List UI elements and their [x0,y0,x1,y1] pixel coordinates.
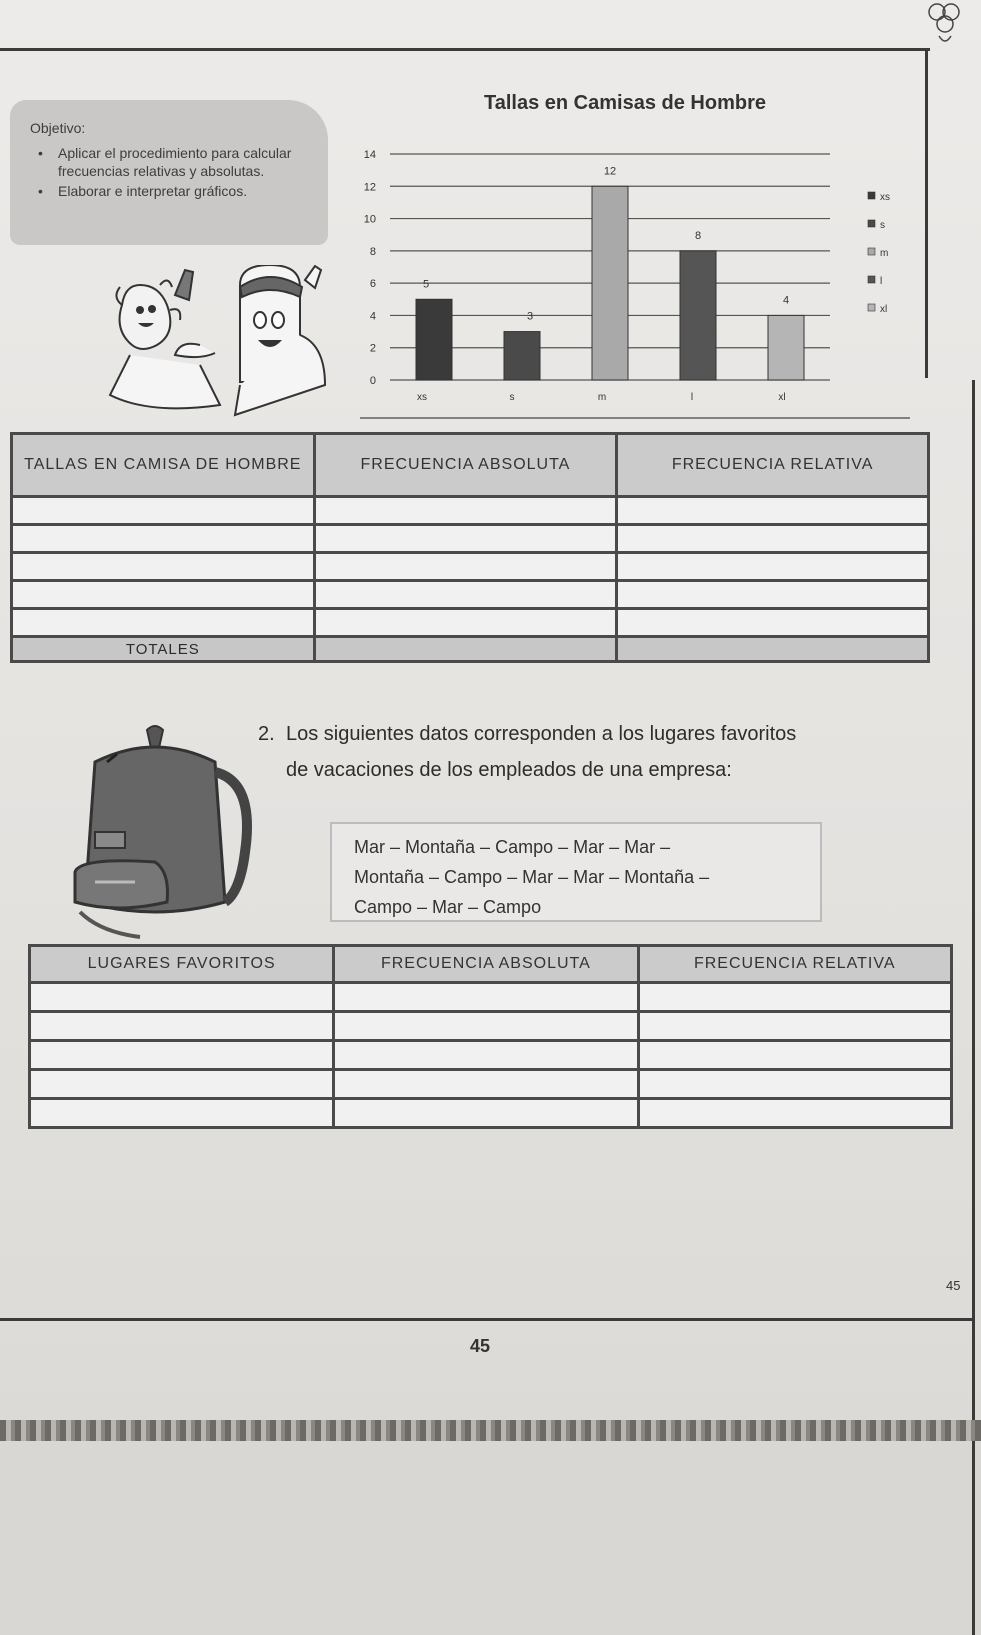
table-cell[interactable] [30,1070,334,1099]
data-label: 12 [603,165,617,178]
totals-label: TOTALES [12,637,315,662]
table-header: TALLAS EN CAMISA DE HOMBRE [12,434,315,497]
table-row [12,525,929,553]
x-tick-label: l [690,392,694,403]
table-row [30,1012,952,1041]
legend-swatch [868,220,875,227]
y-tick-label: 0 [369,375,376,387]
question-2 [258,716,818,788]
table-row [12,497,929,525]
y-tick-label: 12 [363,181,376,194]
table-cell[interactable] [638,1099,952,1128]
bar [592,186,628,380]
table-cell[interactable] [30,1012,334,1041]
table-header: FRECUENCIA ABSOLUTA [314,434,617,497]
table-cell[interactable] [12,553,315,581]
table-row [30,1041,952,1070]
table-cell[interactable] [617,525,929,553]
table-row [30,1099,952,1128]
table-row [12,581,929,609]
table-cell[interactable] [334,1070,638,1099]
table-cell[interactable] [12,525,315,553]
legend-swatch [868,192,875,199]
table-row [12,609,929,637]
table-cell[interactable] [12,497,315,525]
table-row [12,553,929,581]
page-number-handwritten: 45 [946,1278,961,1293]
y-tick-label: 2 [369,342,376,355]
table-cell[interactable] [314,553,617,581]
legend-swatch [868,304,875,311]
legend-label: s [880,220,885,231]
corner-doodle [915,0,975,50]
table-header: FRECUENCIA RELATIVA [638,946,952,983]
legend-swatch [868,248,875,255]
legend-label: xs [880,192,890,203]
table-cell[interactable] [12,581,315,609]
legend-label: m [880,248,889,259]
table-cell[interactable] [334,983,638,1012]
table-cell[interactable] [617,553,929,581]
y-tick-label: 4 [369,310,376,323]
x-tick-label: s [509,392,515,403]
y-tick-label: 6 [369,278,376,291]
objective-item: • Elaborar e interpretar gráficos. [30,182,325,200]
table-cell[interactable] [617,581,929,609]
bar [680,251,716,380]
table-cell[interactable] [314,497,617,525]
table-cell[interactable] [638,1012,952,1041]
bar [504,332,540,380]
table-cell[interactable] [314,581,617,609]
table-cell[interactable] [12,609,315,637]
backpack-illustration [55,722,265,947]
legend-label: l [880,276,883,287]
table-header: LUGARES FAVORITOS [30,946,334,983]
vacation-data-box [330,822,822,922]
question-number: 2. [258,723,275,745]
table-header-row [30,946,952,983]
data-line: Mar – Montaña – Campo – Mar – Mar – [354,837,671,857]
x-tick-label: m [597,392,607,403]
table-cell[interactable] [617,497,929,525]
table-cell[interactable] [30,1041,334,1070]
data-line: Montaña – Campo – Mar – Mar – Montaña – [354,867,710,887]
legend-label: xl [880,304,888,315]
objective-title: Objetivo: [30,120,86,136]
data-label: 8 [694,229,702,242]
table-cell[interactable] [617,609,929,637]
data-label: 4 [782,294,790,307]
favorite-places-table [28,944,953,1129]
x-tick-label: xs [417,392,427,403]
table-row [30,1070,952,1099]
page-bottom-border [0,1318,975,1321]
cartoon-characters-illustration [100,265,330,420]
y-tick-label: 10 [363,213,376,226]
y-tick-label: 8 [369,245,376,258]
page-border-right [925,48,928,378]
page-border-top [0,48,930,51]
objective-bubble [10,100,328,245]
chart-title: Tallas en Camisas de Hombre [484,92,766,114]
x-tick-label: xl [778,392,786,403]
data-label: 3 [526,310,534,323]
y-tick-label: 14 [363,149,376,161]
table-cell[interactable] [334,1041,638,1070]
table-cell[interactable] [638,1041,952,1070]
table-cell[interactable] [334,1099,638,1128]
table-cell[interactable] [314,609,617,637]
sizes-frequency-table [10,432,930,663]
data-line: Campo – Mar – Campo [354,897,542,917]
table-header-row [12,434,929,497]
table-cell[interactable] [30,1099,334,1128]
table-cell[interactable] [638,983,952,1012]
legend-swatch [868,276,875,283]
table-header: FRECUENCIA RELATIVA [617,434,929,497]
bar [768,315,804,380]
question-text: Los siguientes datos corresponden a los lugares favoritos de vacaciones de los empleados de una empresa: [286,723,797,781]
page-number: 45 [470,1336,491,1356]
bar [416,299,452,380]
objective-item: • Aplicar el procedimiento para calcular frecuencias relativas y absolutas. [30,144,325,180]
bar-chart [350,128,920,423]
table-header: FRECUENCIA ABSOLUTA [334,946,638,983]
table-cell[interactable] [617,637,929,662]
table-cell[interactable] [30,983,334,1012]
objective-list [30,144,325,202]
data-label: 5 [422,278,430,291]
table-cell[interactable] [314,525,617,553]
totals-row [12,637,929,662]
table-cell[interactable] [334,1012,638,1041]
table-row [30,983,952,1012]
background-strip [0,1420,981,1441]
table-cell[interactable] [638,1070,952,1099]
page-border-right-lower [972,380,975,1635]
table-cell[interactable] [314,637,617,662]
